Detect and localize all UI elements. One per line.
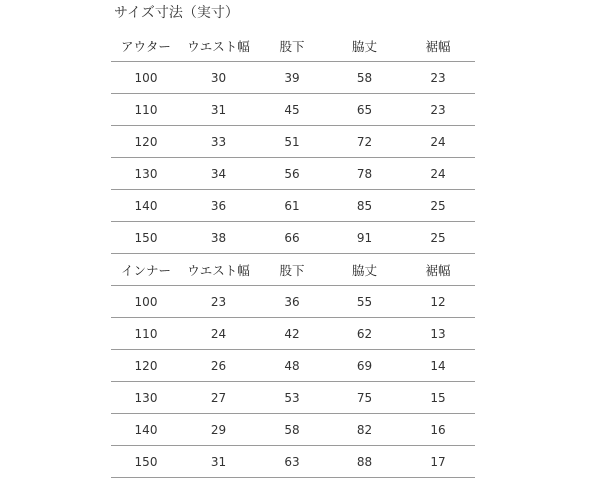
outer-cell-side-length: 58 bbox=[328, 62, 401, 94]
inner-cell-size: 130 bbox=[111, 382, 181, 414]
inner-header-waist-width: ウエスト幅 bbox=[181, 254, 256, 286]
inner-cell-size: 140 bbox=[111, 414, 181, 446]
inner-cell-inseam: 36 bbox=[256, 286, 328, 318]
inner-cell-inseam: 53 bbox=[256, 382, 328, 414]
outer-table-row bbox=[111, 94, 475, 126]
outer-cell-hem-width: 24 bbox=[401, 158, 475, 190]
outer-cell-side-length: 72 bbox=[328, 126, 401, 158]
outer-cell-waist-width: 31 bbox=[181, 94, 256, 126]
outer-table-row bbox=[111, 62, 475, 94]
inner-cell-waist-width: 27 bbox=[181, 382, 256, 414]
inner-cell-side-length: 75 bbox=[328, 382, 401, 414]
outer-cell-inseam: 66 bbox=[256, 222, 328, 254]
inner-cell-hem-width: 12 bbox=[401, 286, 475, 318]
inner-cell-hem-width: 13 bbox=[401, 318, 475, 350]
outer-header-side-length: 脇丈 bbox=[328, 30, 401, 62]
outer-cell-waist-width: 30 bbox=[181, 62, 256, 94]
inner-cell-side-length: 69 bbox=[328, 350, 401, 382]
inner-cell-waist-width: 24 bbox=[181, 318, 256, 350]
inner-header-hem-width: 裾幅 bbox=[401, 254, 475, 286]
size-table bbox=[111, 30, 475, 478]
inner-cell-hem-width: 16 bbox=[401, 414, 475, 446]
outer-cell-hem-width: 25 bbox=[401, 222, 475, 254]
inner-table-row bbox=[111, 286, 475, 318]
inner-cell-waist-width: 23 bbox=[181, 286, 256, 318]
outer-cell-inseam: 39 bbox=[256, 62, 328, 94]
outer-cell-side-length: 78 bbox=[328, 158, 401, 190]
outer-cell-waist-width: 34 bbox=[181, 158, 256, 190]
outer-table-row bbox=[111, 222, 475, 254]
outer-cell-side-length: 85 bbox=[328, 190, 401, 222]
inner-table-row bbox=[111, 382, 475, 414]
outer-cell-hem-width: 23 bbox=[401, 62, 475, 94]
outer-cell-hem-width: 25 bbox=[401, 190, 475, 222]
inner-cell-inseam: 48 bbox=[256, 350, 328, 382]
outer-cell-hem-width: 24 bbox=[401, 126, 475, 158]
outer-cell-size: 150 bbox=[111, 222, 181, 254]
inner-cell-size: 110 bbox=[111, 318, 181, 350]
outer-header-waist-width: ウエスト幅 bbox=[181, 30, 256, 62]
outer-header-size: アウター bbox=[111, 30, 181, 62]
inner-cell-side-length: 62 bbox=[328, 318, 401, 350]
outer-table-row bbox=[111, 190, 475, 222]
outer-cell-size: 120 bbox=[111, 126, 181, 158]
inner-cell-waist-width: 26 bbox=[181, 350, 256, 382]
outer-header-row bbox=[111, 30, 475, 62]
inner-header-side-length: 脇丈 bbox=[328, 254, 401, 286]
inner-table-row bbox=[111, 318, 475, 350]
size-table-body bbox=[111, 30, 475, 478]
outer-cell-waist-width: 38 bbox=[181, 222, 256, 254]
inner-table-row bbox=[111, 414, 475, 446]
inner-cell-waist-width: 31 bbox=[181, 446, 256, 478]
page-title: サイズ寸法（実寸） bbox=[114, 5, 239, 21]
outer-cell-size: 100 bbox=[111, 62, 181, 94]
inner-cell-hem-width: 15 bbox=[401, 382, 475, 414]
inner-cell-inseam: 42 bbox=[256, 318, 328, 350]
outer-cell-waist-width: 36 bbox=[181, 190, 256, 222]
inner-header-row bbox=[111, 254, 475, 286]
inner-cell-size: 120 bbox=[111, 350, 181, 382]
outer-cell-hem-width: 23 bbox=[401, 94, 475, 126]
outer-cell-size: 140 bbox=[111, 190, 181, 222]
inner-cell-hem-width: 17 bbox=[401, 446, 475, 478]
inner-cell-hem-width: 14 bbox=[401, 350, 475, 382]
outer-cell-side-length: 65 bbox=[328, 94, 401, 126]
inner-cell-size: 100 bbox=[111, 286, 181, 318]
outer-cell-inseam: 45 bbox=[256, 94, 328, 126]
inner-cell-side-length: 88 bbox=[328, 446, 401, 478]
outer-header-inseam: 股下 bbox=[256, 30, 328, 62]
outer-cell-size: 130 bbox=[111, 158, 181, 190]
inner-header-inseam: 股下 bbox=[256, 254, 328, 286]
outer-cell-inseam: 61 bbox=[256, 190, 328, 222]
inner-cell-inseam: 58 bbox=[256, 414, 328, 446]
outer-cell-inseam: 51 bbox=[256, 126, 328, 158]
outer-cell-side-length: 91 bbox=[328, 222, 401, 254]
outer-cell-waist-width: 33 bbox=[181, 126, 256, 158]
outer-cell-inseam: 56 bbox=[256, 158, 328, 190]
inner-cell-size: 150 bbox=[111, 446, 181, 478]
inner-table-row bbox=[111, 350, 475, 382]
inner-cell-side-length: 55 bbox=[328, 286, 401, 318]
outer-table-row bbox=[111, 158, 475, 190]
inner-table-row bbox=[111, 446, 475, 478]
inner-cell-inseam: 63 bbox=[256, 446, 328, 478]
outer-table-row bbox=[111, 126, 475, 158]
outer-header-hem-width: 裾幅 bbox=[401, 30, 475, 62]
inner-cell-side-length: 82 bbox=[328, 414, 401, 446]
inner-cell-waist-width: 29 bbox=[181, 414, 256, 446]
outer-cell-size: 110 bbox=[111, 94, 181, 126]
inner-header-size: インナー bbox=[111, 254, 181, 286]
